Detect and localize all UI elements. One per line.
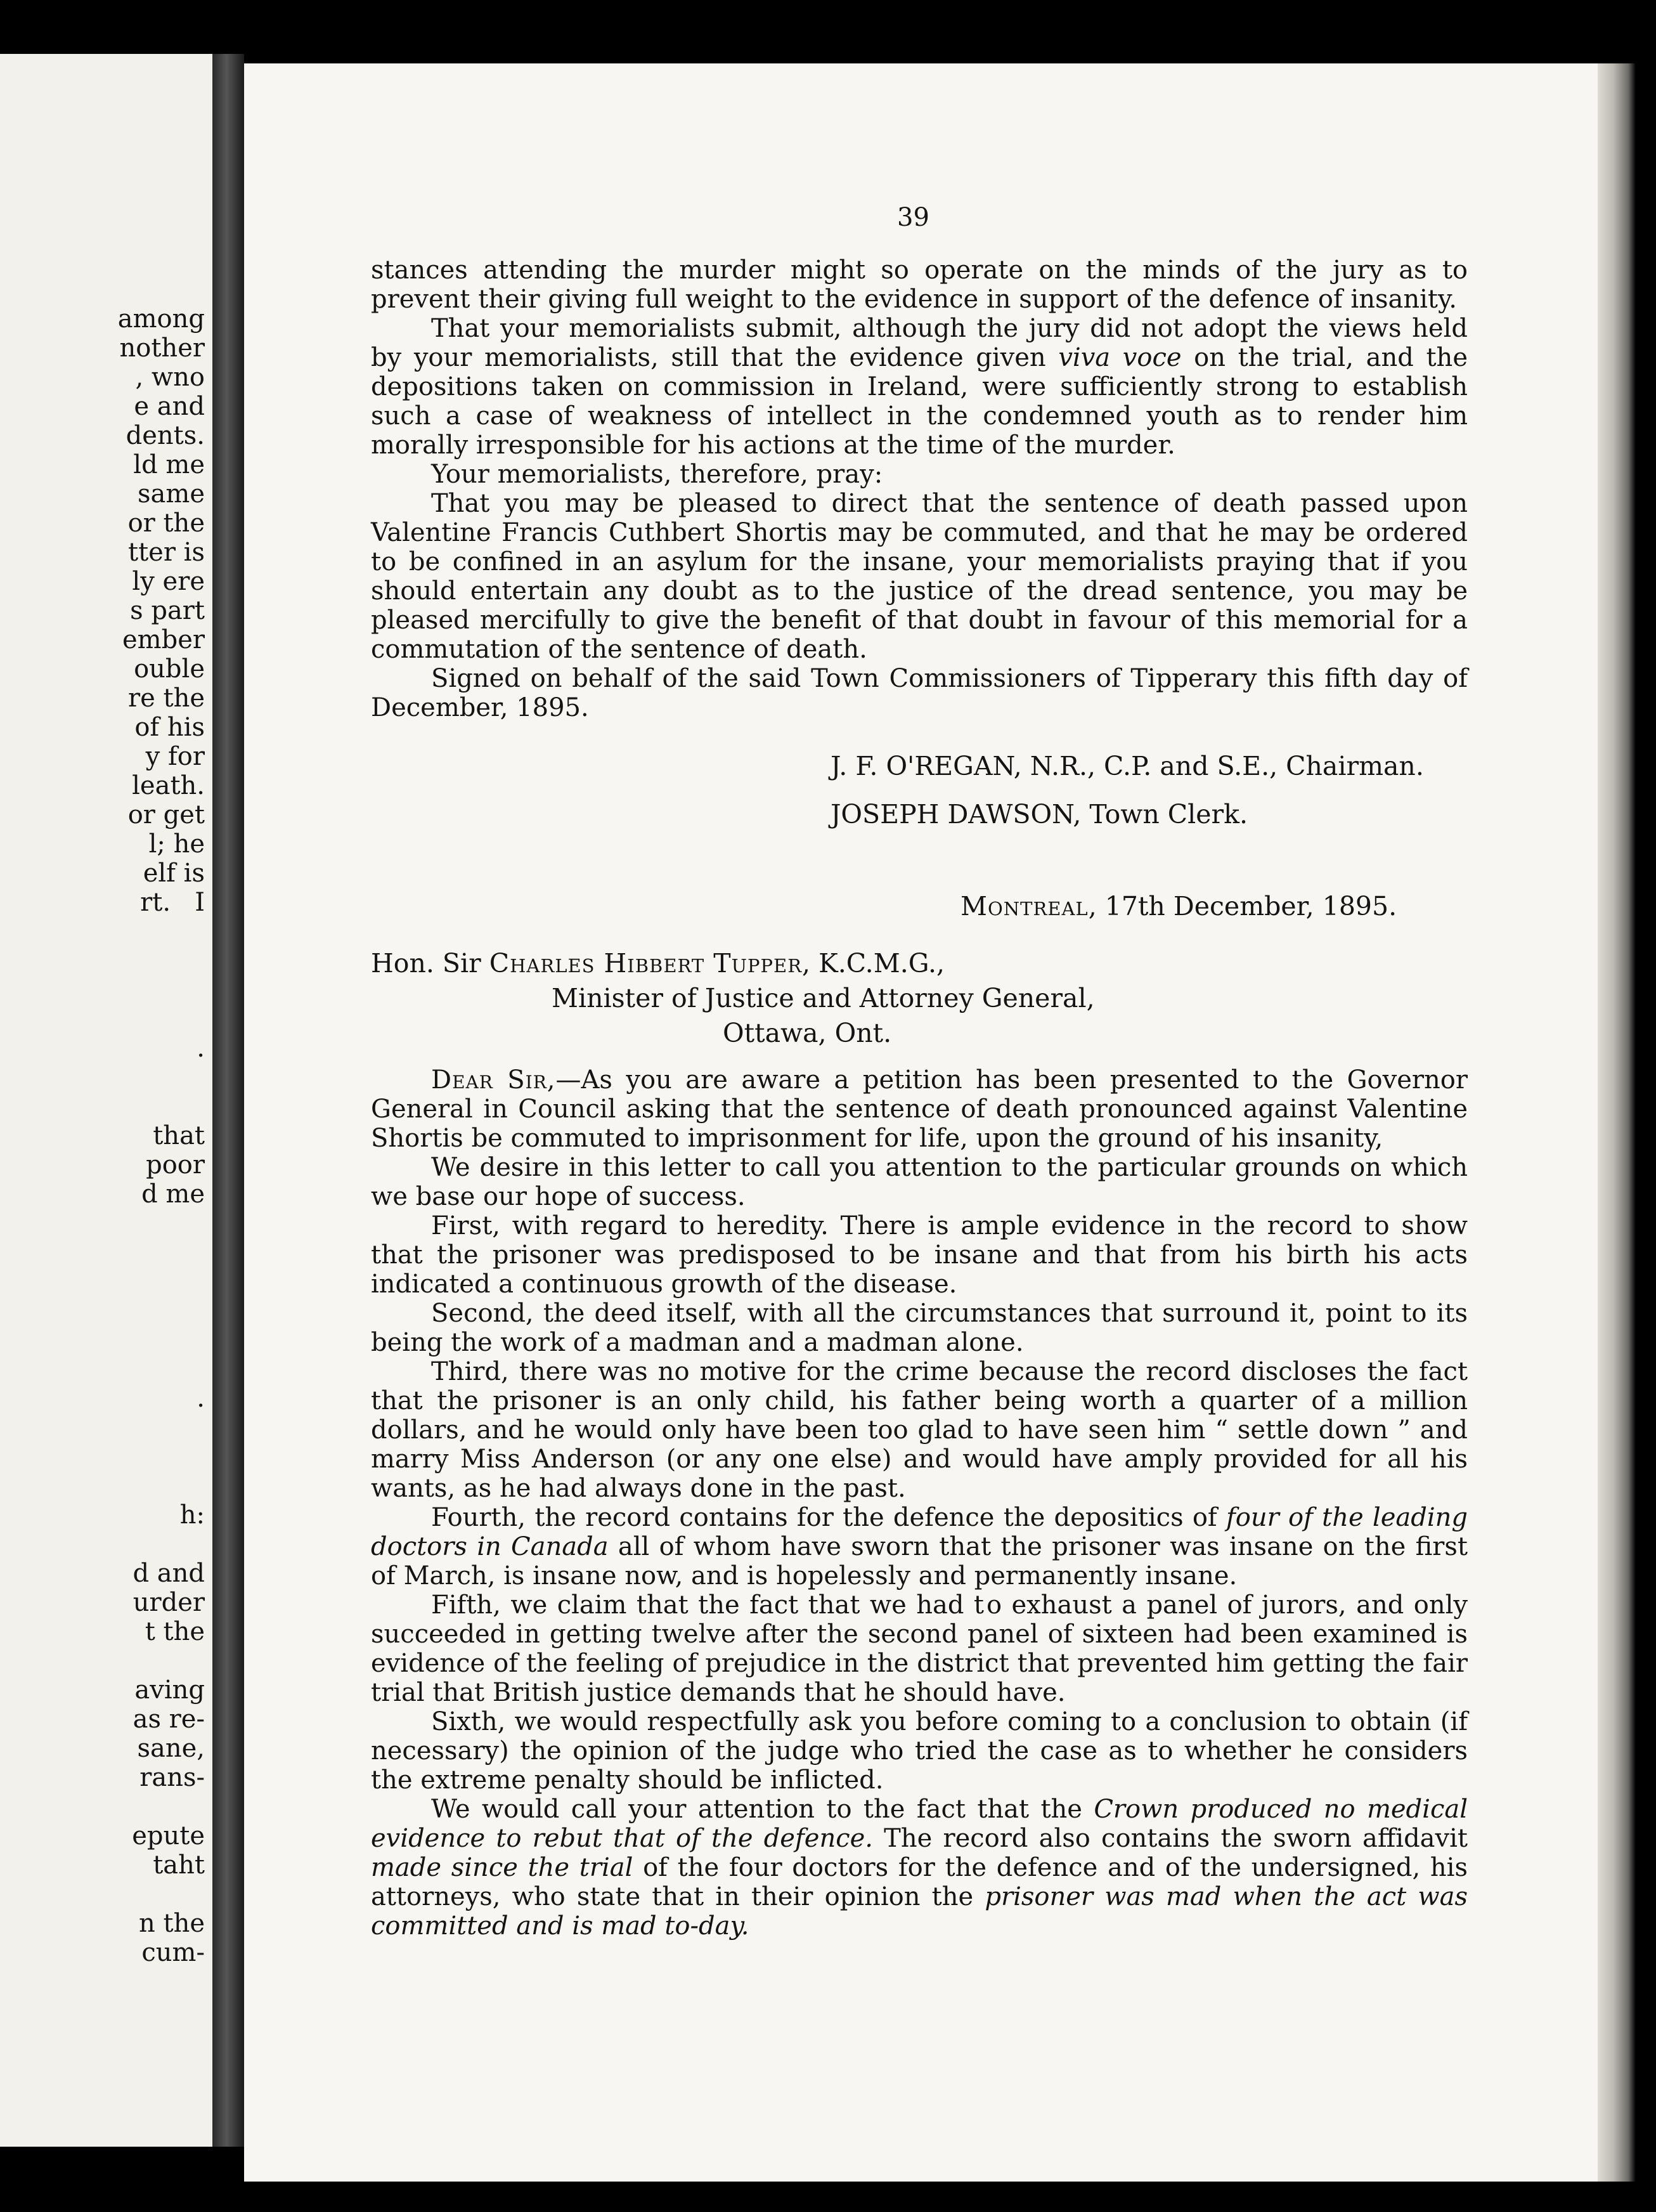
left-margin-text: [0, 304, 212, 1967]
letter-paragraph-8: Sixth, we would respectfully ask you before coming to a conclusion to obtain (if necessary) the opinion of the judge who tried the case as to whether he considers the extreme penalty should be inflicted.: [371, 1707, 1468, 1795]
greeting: Dear Sir,: [431, 1065, 556, 1095]
margin-line: d and: [133, 1559, 205, 1588]
margin-line: that: [153, 1121, 205, 1150]
text-run-italic: four of the leading doctors in Canada: [371, 1503, 1468, 1561]
page-number: 39: [897, 203, 929, 232]
signatures: [831, 742, 1424, 838]
text-run: all of whom have sworn that the prisoner was insane on the first of March, is insane now, and is hopelessly and permanently insane.: [371, 1532, 1468, 1591]
text-run: We would call your attention to the fact that the: [431, 1795, 1094, 1824]
margin-line: [0, 1296, 212, 1325]
margin-line: [0, 1238, 212, 1267]
margin-line: [0, 1471, 212, 1500]
margin-line: [0, 1355, 212, 1384]
margin-line: l; he: [148, 829, 205, 859]
margin-line: among: [117, 304, 205, 334]
margin-line: rans-: [139, 1763, 205, 1792]
margin-line: aving: [134, 1675, 205, 1705]
margin-line: .: [197, 1384, 205, 1413]
margin-line: , wno: [135, 363, 205, 392]
margin-line: [0, 1209, 212, 1238]
margin-line: .: [197, 1034, 205, 1063]
letter-place: Montreal: [961, 891, 1089, 921]
margin-line: [0, 1792, 212, 1821]
margin-line: elf is: [143, 859, 205, 888]
letter-paragraph-5: Third, there was no motive for the crime because the record discloses the fact that the prisoner is an only child, his father being worth a quarter of a million dollars, and he would only have been too glad to have seen him “ settle down ” and marry Miss Anderson (or any one else) and would have amply provided for all his wants, as he had always done in the past.: [371, 1357, 1468, 1503]
text-run: —As you are aware a petition has been presented to the Governor General in Council asking that the sentence of death pronounced against Valentine Shortis be commuted to imprisonment for life, upon the ground of his insanity,: [371, 1065, 1468, 1153]
text-run: on the trial, and the depositions taken on commission in Ireland, were sufficiently strong to establish such a case of weaknes: [371, 343, 1468, 431]
addressee-line-1: [371, 948, 945, 979]
margin-line: [0, 1063, 212, 1092]
margin-line: re the: [127, 684, 205, 713]
margin-line: epute: [132, 1821, 205, 1851]
letter-body: [371, 1065, 1468, 1941]
letter-paragraph-1: [371, 1065, 1468, 1153]
margin-line: h:: [179, 1500, 205, 1530]
book-gutter: [212, 54, 244, 2147]
text-run-italic: Crown produced no medical evidence to rebut that of the defence.: [371, 1795, 1468, 1853]
margin-line: urder: [133, 1588, 205, 1617]
margin-line: taht: [153, 1851, 205, 1880]
margin-line: [0, 1092, 212, 1121]
margin-line: t the: [145, 1617, 205, 1646]
margin-line: of his: [134, 713, 205, 742]
text-run-italic: viva voce: [1058, 343, 1182, 372]
margin-line: ld me: [133, 450, 205, 479]
page-edge-shadow: [1598, 63, 1636, 2182]
margin-line: poor: [146, 1150, 205, 1180]
margin-line: ly ere: [132, 567, 205, 596]
margin-line: e and: [134, 392, 205, 421]
letter-paragraph-9: [371, 1795, 1468, 1941]
margin-line: dents.: [126, 421, 205, 450]
text-run: , K.C.M.G.,: [802, 948, 945, 979]
margin-line: same: [138, 479, 205, 509]
text-run: That your memorialists submit, although the jury did not adopt the views held by your memorialists, still that the evidence given: [371, 314, 1468, 372]
margin-line: [0, 946, 212, 975]
memorial-paragraph-3: Your memorialists, therefore, pray:: [431, 460, 883, 489]
letter-paragraph-6: [371, 1503, 1468, 1591]
signature-chairman: J. F. O'REGAN, N.R., C.P. and S.E., Chairman.: [831, 751, 1424, 781]
letter-paragraph-4: Second, the deed itself, with all the circumstances that surround it, point to its being the work of a madman and a madman alone.: [371, 1299, 1468, 1357]
margin-line: [0, 1880, 212, 1909]
letter-dateline: [961, 891, 1397, 921]
margin-line: [0, 1005, 212, 1034]
text-run: of intellect in the condemned youth as to render him morally irresponsible for his actions at the time of the murder.: [371, 401, 1468, 460]
text-run: Fourth, the record contains for the defence the depositic: [431, 1503, 1171, 1532]
margin-line: [0, 1530, 212, 1559]
addressee-line-3: Ottawa, Ont.: [723, 1018, 892, 1048]
text-run: The record also contains the sworn affidavit: [873, 1824, 1468, 1853]
memorial-text: [371, 256, 1468, 722]
margin-line: d me: [141, 1180, 205, 1209]
addressee-line-2: Minister of Justice and Attorney General,: [552, 983, 1095, 1013]
memorial-paragraph-5: Signed on behalf of the said Town Commissioners of Tipperary this fifth day of December, 1895.: [371, 664, 1468, 722]
margin-line: [0, 1442, 212, 1471]
text-run: s of: [1170, 1503, 1226, 1532]
text-run: s: [699, 401, 713, 431]
left-page: [0, 54, 212, 2147]
margin-line: or get: [127, 800, 205, 829]
margin-line: ember: [122, 625, 205, 654]
margin-line: rt. I: [140, 888, 205, 917]
text-run-italic: made since the trial: [371, 1853, 633, 1882]
memorial-paragraph-2: [371, 314, 1468, 460]
margin-line: n the: [139, 1909, 205, 1938]
margin-line: [0, 1267, 212, 1296]
margin-line: ouble: [134, 654, 205, 684]
memorial-paragraph-4: That you may be pleased to direct that the sentence of death passed upon Valentine Francis Cuthbert Shortis may be commuted, and that he may be ordered to be confined in an asylum for the insane, your memorialists praying that if you should entertain any doubt as to the justice of the dread sentence, you may be pleased mercifully to give the benefit of that doubt in favour of this memorial for a commutation of the sentence of death.: [371, 489, 1468, 664]
letter-paragraph-2: We desire in this letter to call you attention to the particular grounds on which we base our hope of success.: [371, 1153, 1468, 1211]
text-run: Hon. Sir: [371, 948, 489, 979]
margin-line: y for: [145, 742, 205, 771]
margin-line: [0, 1646, 212, 1675]
margin-line: [0, 1325, 212, 1355]
margin-line: tter is: [128, 538, 205, 567]
letter-paragraph-7: Fifth, we claim that the fact that we had t o exhaust a panel of jurors, and only succeeded in getting twelve after the second panel of sixteen had been examined is evidence of the feeling of prejudice in the district that prevented him getting the fair trial that British justice demands that he should have.: [371, 1591, 1468, 1707]
memorial-paragraph-1: stances attending the murder might so operate on the minds of the jury as to prevent their giving full weight to the evidence in support of the defence of insanity.: [371, 256, 1468, 314]
margin-line: cum-: [141, 1938, 205, 1967]
margin-line: or the: [127, 509, 205, 538]
text-run: of the four doctors for the defence and of the undersigned, his attorneys, who state that in their opinion the: [371, 1853, 1468, 1911]
margin-line: [0, 917, 212, 946]
margin-line: as re-: [133, 1705, 205, 1734]
letter-paragraph-3: First, with regard to heredity. There is ample evidence in the record to show that the prisoner was predisposed to be insane and that from his birth his acts indicated a continuous growth of the disease.: [371, 1211, 1468, 1299]
signature-clerk: JOSEPH DAWSON, Town Clerk.: [831, 799, 1248, 829]
letter-date: , 17th December, 1895.: [1088, 891, 1397, 921]
margin-line: s part: [130, 596, 205, 625]
margin-line: [0, 975, 212, 1005]
margin-line: leath.: [132, 771, 205, 800]
addressee-name: Charles Hibbert Tupper: [489, 948, 803, 979]
margin-line: [0, 1413, 212, 1442]
margin-line: sane,: [137, 1734, 205, 1763]
margin-line: nother: [119, 334, 205, 363]
text-run-italic: prisoner was mad when the act was committed and is mad to-day.: [371, 1882, 1468, 1941]
